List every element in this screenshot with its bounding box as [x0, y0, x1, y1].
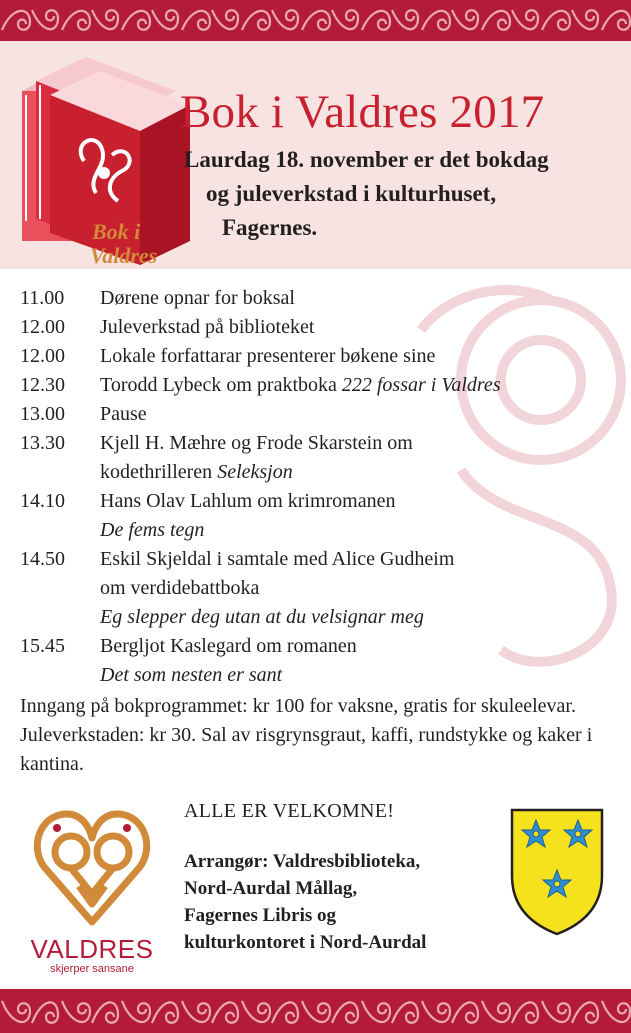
valdres-brand-logo: [18, 802, 166, 975]
book-title: De fems tegn: [100, 519, 205, 541]
schedule-time: 14.50: [20, 548, 65, 570]
schedule-row-continued: [20, 574, 620, 603]
organizer-block: [184, 848, 514, 956]
subtitle-line3: Fagernes.: [222, 215, 318, 240]
schedule-time: 12.00: [20, 345, 65, 367]
valdres-wordmark: VALDRES: [30, 934, 154, 964]
admission-info: Inngang på bokprogrammet: kr 100 for vaksne, gratis for skuleelevar. Juleverkstaden: kr 30. Sal av risgrynsgraut, kaffi, rundstykke og kaker i kantina.: [20, 695, 593, 775]
schedule-row-continued: [20, 458, 620, 487]
schedule-row: [20, 545, 620, 574]
valdres-tagline: skjerper sansane: [50, 963, 134, 975]
coat-of-arms: [508, 806, 606, 943]
book-title: Eg slepper deg utan at du velsignar meg: [100, 606, 424, 628]
schedule-time: 13.30: [20, 432, 65, 454]
organizer-name: Nord-Aurdal Mållag,: [184, 878, 358, 899]
organizer-name: kulturkontoret i Nord-Aurdal: [184, 932, 427, 953]
schedule-text: Torodd Lybeck om praktboka: [100, 374, 342, 396]
header-panel: [0, 41, 631, 269]
schedule-text: Kjell H. Mæhre og Frode Skarstein om: [100, 432, 413, 454]
book-title: 222 fossar i Valdres: [341, 374, 501, 396]
logo-text-line2: Valdres: [90, 243, 158, 266]
top-ornament-border: [0, 0, 631, 41]
welcome-text: ALLE ER VELKOMNE!: [184, 800, 395, 822]
book-title: Det som nesten er sant: [100, 664, 283, 686]
schedule-text-line2: kodethrilleren: [100, 461, 218, 483]
schedule-row: [20, 342, 620, 371]
bok-i-valdres-logo: [14, 51, 194, 271]
book-title: Seleksjon: [217, 461, 293, 483]
schedule-time: 13.00: [20, 403, 65, 425]
schedule-text: Bergljot Kaslegard om romanen: [100, 635, 357, 657]
event-subtitle: [184, 143, 629, 245]
subtitle-line1: Laurdag 18. november er det bokdag: [184, 147, 549, 172]
schedule-row: [20, 284, 620, 313]
schedule-text: Hans Olav Lahlum om krimromanen: [100, 490, 396, 512]
organizer-name: Fagernes Libris og: [184, 905, 336, 926]
schedule-time: 12.00: [20, 316, 65, 338]
organizer-label: Arrangør:: [184, 851, 269, 872]
schedule-desc: [100, 371, 620, 400]
schedule-row: [20, 371, 620, 400]
schedule-desc: [100, 458, 620, 487]
organizer-name: Valdresbiblioteka,: [272, 851, 421, 872]
schedule-text: Juleverkstad på biblioteket: [100, 316, 315, 338]
schedule-row: [20, 429, 620, 458]
program-schedule: [20, 284, 620, 690]
logo-text-line1: Bok i: [92, 219, 141, 244]
schedule-row: [20, 487, 620, 516]
schedule-time: 11.00: [20, 287, 65, 309]
schedule-row: [20, 632, 620, 661]
schedule-text: Eskil Skjeldal i samtale med Alice Gudheim: [100, 548, 455, 570]
schedule-time: 15.45: [20, 635, 65, 657]
schedule-time: 12.30: [20, 374, 65, 396]
schedule-time: 14.10: [20, 490, 65, 512]
schedule-row: [20, 313, 620, 342]
schedule-text-line2: om verdidebattboka: [100, 577, 260, 599]
schedule-row: [20, 400, 620, 429]
heart-knot-icon: [27, 802, 157, 927]
subtitle-line2: og juleverkstad i kulturhuset,: [206, 181, 497, 206]
schedule-text: Lokale forfattarar presenterer bøkene sine: [100, 345, 436, 367]
bottom-ornament-border: [0, 989, 631, 1033]
page-title: Bok i Valdres 2017: [180, 86, 545, 138]
schedule-text: Dørene opnar for boksal: [100, 287, 295, 309]
schedule-text: Pause: [100, 403, 147, 425]
